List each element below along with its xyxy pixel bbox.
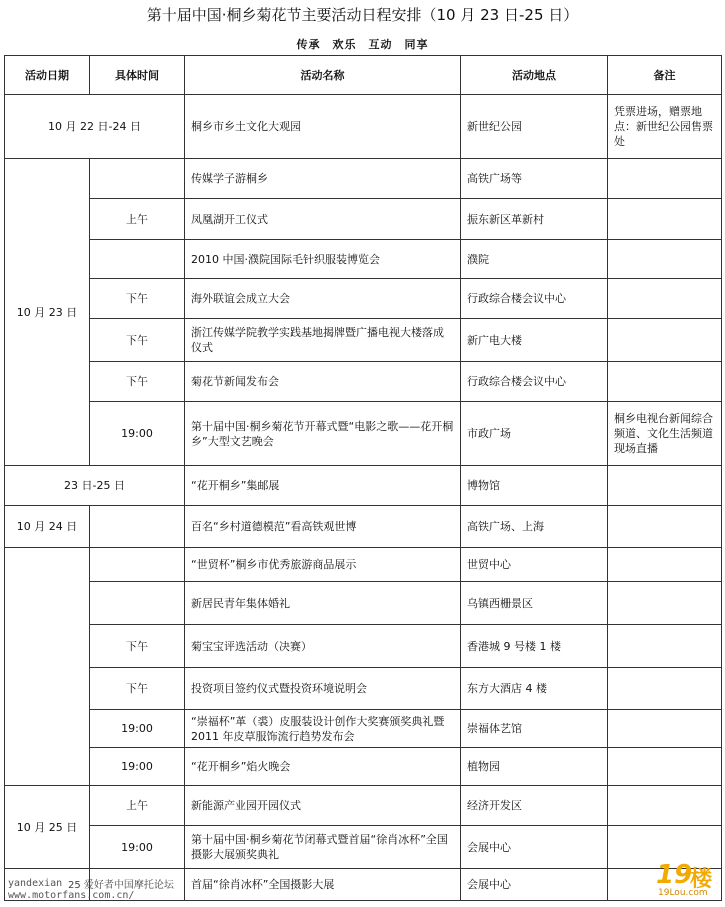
cell-name: “世贸杯”桐乡市优秀旅游商品展示 xyxy=(185,548,461,582)
cell-place: 崇福体艺馆 xyxy=(461,710,608,748)
cell-time: 下午 xyxy=(90,668,185,710)
header-time: 具体时间 xyxy=(90,56,185,95)
cell-place: 行政综合楼会议中心 xyxy=(461,279,608,319)
cell-note xyxy=(608,710,722,748)
cell-date: 23 日-25 日 xyxy=(5,466,185,506)
table-row xyxy=(5,506,722,548)
cell-place: 经济开发区 xyxy=(461,786,608,826)
watermark-user: yandexian xyxy=(8,878,63,889)
table-row xyxy=(5,668,722,710)
schedule-table xyxy=(4,55,722,901)
cell-time xyxy=(90,240,185,279)
cell-note: 凭票进场，赠票地点：新世纪公园售票处 xyxy=(608,95,722,159)
table-row xyxy=(5,466,722,506)
cell-note xyxy=(608,668,722,710)
19lou-logo xyxy=(650,860,720,900)
table-row xyxy=(5,362,722,402)
cell-time: 19:00 xyxy=(90,826,185,869)
cell-place: 市政广场 xyxy=(461,402,608,466)
cell-name: 第十届中国·桐乡菊花节闭幕式暨首届“徐肖冰杯”全国摄影大展颁奖典礼 xyxy=(185,826,461,869)
cell-time: 上午 xyxy=(90,786,185,826)
cell-note: 桐乡电视台新闻综合频道、文化生活频道现场直播 xyxy=(608,402,722,466)
cell-name: “花开桐乡”焰火晚会 xyxy=(185,748,461,786)
page-title: 第十届中国·桐乡菊花节主要活动日程安排（10 月 23 日-25 日） xyxy=(146,6,579,24)
table-row xyxy=(5,826,722,869)
cell-date: 10 月 23 日 xyxy=(5,159,90,466)
cell-place: 世贸中心 xyxy=(461,548,608,582)
header-note: 备注 xyxy=(608,56,722,95)
table-row xyxy=(5,710,722,748)
cell-name: “花开桐乡”集邮展 xyxy=(185,466,461,506)
cell-time: 下午 xyxy=(90,319,185,362)
header-date: 活动日期 xyxy=(5,56,90,95)
cell-name: 新能源产业园开园仪式 xyxy=(185,786,461,826)
cell-note xyxy=(608,786,722,826)
table-header-row xyxy=(5,56,722,95)
cell-place: 高铁广场、上海 xyxy=(461,506,608,548)
cell-place: 振东新区革新村 xyxy=(461,199,608,240)
cell-place: 行政综合楼会议中心 xyxy=(461,362,608,402)
cell-time: 下午 xyxy=(90,362,185,402)
cell-note xyxy=(608,548,722,582)
cell-time: 下午 xyxy=(90,625,185,668)
cell-name: 第十届中国·桐乡菊花节开幕式暨“电影之歌——花开桐乡”大型文艺晚会 xyxy=(185,402,461,466)
cell-place: 高铁广场等 xyxy=(461,159,608,199)
cell-note xyxy=(608,506,722,548)
cell-place: 会展中心 xyxy=(461,869,608,901)
cell-time xyxy=(90,582,185,625)
header-name: 活动名称 xyxy=(185,56,461,95)
cell-time: 19:00 xyxy=(90,710,185,748)
cell-place: 新广电大楼 xyxy=(461,319,608,362)
cell-name: 传媒学子游桐乡 xyxy=(185,159,461,199)
cell-place: 新世纪公园 xyxy=(461,95,608,159)
cell-time: 下午 xyxy=(90,279,185,319)
cell-place: 乌镇西栅景区 xyxy=(461,582,608,625)
page-subtitle: 传承 欢乐 互动 同享 xyxy=(296,38,429,51)
table-row xyxy=(5,199,722,240)
cell-note xyxy=(608,582,722,625)
cell-date: 10 月 24 日 xyxy=(5,506,90,548)
cell-name: 首届“徐肖冰杯”全国摄影大展 xyxy=(185,869,461,901)
logo-number: 19 xyxy=(656,860,693,890)
cell-place: 植物园 xyxy=(461,748,608,786)
cell-note xyxy=(608,199,722,240)
cell-place: 东方大酒店 4 楼 xyxy=(461,668,608,710)
cell-note xyxy=(608,319,722,362)
logo-char: 楼 xyxy=(690,867,713,892)
cell-date: 10 月 25 日 xyxy=(5,786,90,869)
cell-name: 浙江传媒学院教学实践基地揭牌暨广播电视大楼落成仪式 xyxy=(185,319,461,362)
table-row xyxy=(5,159,722,199)
cell-place: 博物馆 xyxy=(461,466,608,506)
table-row xyxy=(5,402,722,466)
cell-place: 香港城 9 号楼 1 楼 xyxy=(461,625,608,668)
header-place: 活动地点 xyxy=(461,56,608,95)
cell-name: 菊花节新闻发布会 xyxy=(185,362,461,402)
table-row xyxy=(5,786,722,826)
cell-note xyxy=(608,466,722,506)
cell-name: 桐乡市乡土文化大观园 xyxy=(185,95,461,159)
cell-place: 会展中心 xyxy=(461,826,608,869)
table-row xyxy=(5,279,722,319)
table-row xyxy=(5,582,722,625)
cell-name: 凤凰湖开工仪式 xyxy=(185,199,461,240)
table-row xyxy=(5,748,722,786)
table-row xyxy=(5,95,722,159)
cell-name: 投资项目签约仪式暨投资环境说明会 xyxy=(185,668,461,710)
cell-time: 上午 xyxy=(90,199,185,240)
cell-date xyxy=(5,548,90,786)
cell-name: 2010 中国·濮院国际毛针织服装博览会 xyxy=(185,240,461,279)
table-row xyxy=(5,625,722,668)
cell-place: 濮院 xyxy=(461,240,608,279)
cell-note xyxy=(608,279,722,319)
forum-watermark xyxy=(8,878,174,902)
cell-time xyxy=(90,159,185,199)
cell-name: “崇福杯”革（裘）皮服装设计创作大奖赛颁奖典礼暨 2011 年皮草服饰流行趋势发布会 xyxy=(185,710,461,748)
cell-time: 19:00 xyxy=(90,748,185,786)
cell-name: 菊宝宝评选活动（决赛） xyxy=(185,625,461,668)
cell-name: 新居民青年集体婚礼 xyxy=(185,582,461,625)
cell-date: 10 月 22 日-24 日 xyxy=(5,95,185,159)
cell-note xyxy=(608,240,722,279)
watermark-forum-name: 25 爱好者中国摩托论坛 xyxy=(68,880,174,891)
watermark-url: www.motorfans.com.cn/ xyxy=(8,890,135,901)
cell-note xyxy=(608,625,722,668)
logo-domain: 19Lou.com xyxy=(658,888,708,898)
cell-name: 百名“乡村道德模范”看高铁观世博 xyxy=(185,506,461,548)
table-row xyxy=(5,548,722,582)
cell-note xyxy=(608,362,722,402)
table-row xyxy=(5,240,722,279)
cell-time: 19:00 xyxy=(90,402,185,466)
cell-note xyxy=(608,159,722,199)
cell-name: 海外联谊会成立大会 xyxy=(185,279,461,319)
table-row xyxy=(5,319,722,362)
cell-time xyxy=(90,548,185,582)
cell-note xyxy=(608,748,722,786)
cell-time xyxy=(90,506,185,548)
